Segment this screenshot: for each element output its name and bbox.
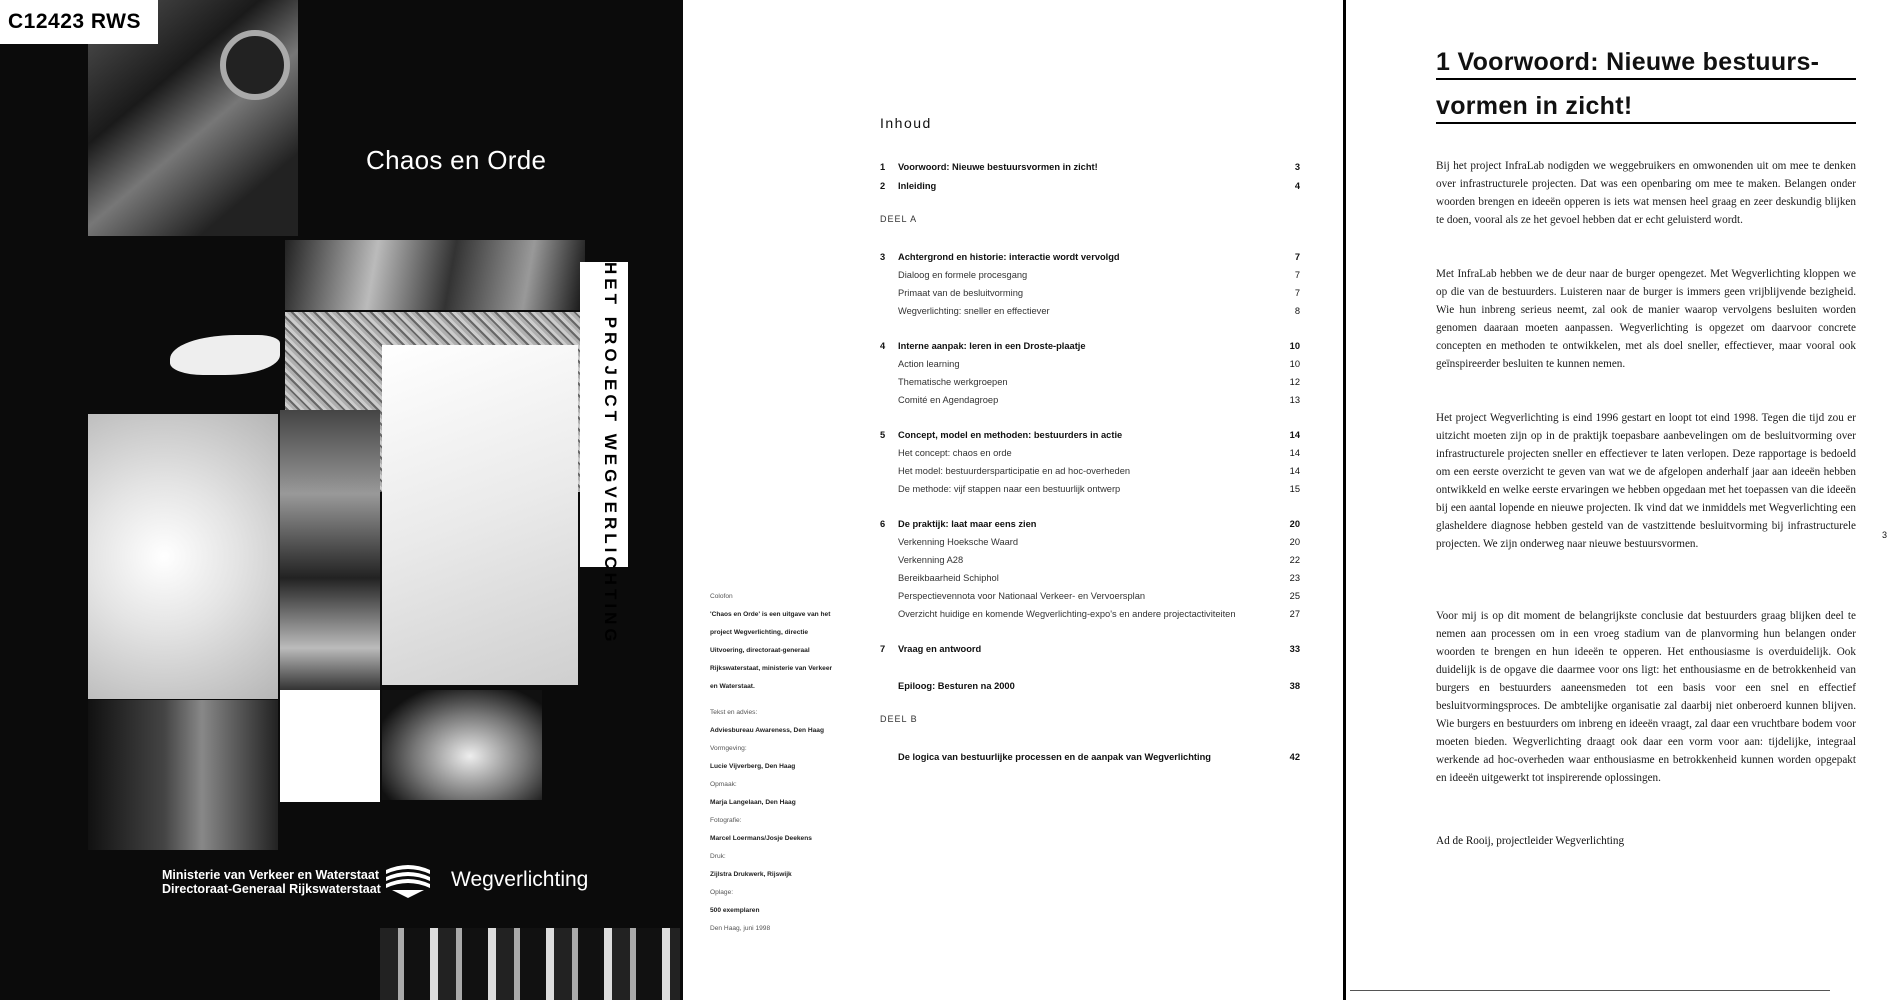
toc-row[interactable] [880, 250, 1300, 264]
toc-row[interactable] [880, 482, 1300, 496]
toc-chapter-number: 3 [880, 252, 886, 262]
toc-row[interactable] [880, 750, 1300, 764]
toc-chapter-number: 1 [880, 162, 886, 172]
cover-title: Chaos en Orde [366, 145, 547, 175]
foreword-paragraph: Het project Wegverlichting is eind 1996 gestart en loopt tot eind 1998. Tegen die tijd zou er uitzicht moeten zijn op in de praktijk toepasbare aanbevelingen om de besluitvorming over infrastructurele projecten sneller en effectiever te laten verlopen. Deze rapportage is bedoeld om een eerste overzicht te geven van wat we de afgelopen anderhalf jaar aan ideeën hebben ontwikkeld en welke eerste ervaringen we hebben opgedaan met het toepassen van die ideeën bij een aantal lopende en nieuwe projecten. Ik vind dat we inmiddels met Wegverlichting een glasheldere diagnose hebben gesteld van de vastzittende besluitvorming bij infrastructurele projecten. We zijn onderweg naar nieuwe bestuursvormen. [1436, 412, 1856, 550]
foreword-paragraph: Voor mij is op dit moment de belangrijkste conclusie dat bestuurders graag blijken deel te nemen aan processen om in een vroeg stadium van de planvorming hun belangen onder woorden te brengen en hun ideeën te opperen. Het enthousiasme is overduidelijk. Ook duidelijk is de opgave die daarmee voor ons ligt: het enthousiasme en de betrokkenheid van burgers en bestuurders aaneensmeden tot een basis voor een snel en effectief besluitvormingsproces. De ambtelijke organisatie zal daarbij niet onberoerd kunnen blijven. Wie burgers en bestuurders om inbreng en ideeën vraagt, zal daar een vruchtbare bodem voor moeten bieden. Wegverlichting draagt ook daar een vorm voor aan: tijdelijke, integraal werkende ad hoc-overheden waar enthousiasme en betrokkenheid kunnen worden opgepakt en ideeën uitgewerkt tot inspirerende oplossingen. [1436, 610, 1856, 784]
table-of-contents [880, 0, 1310, 1000]
foreword-heading-line-1: 1 Voorwoord: Nieuwe bestuurs- [1436, 48, 1820, 76]
cover-photo-road [285, 240, 585, 310]
colophon [710, 588, 860, 938]
toc-row[interactable] [880, 571, 1300, 585]
cover-photo-bottom [380, 928, 680, 1000]
toc-entry-label: De praktijk: laat maar eens zien [898, 519, 1037, 529]
toc-row[interactable] [880, 642, 1300, 656]
toc-page-number: 14 [1289, 448, 1300, 458]
colophon-layout-label: Opmaak: [710, 781, 737, 788]
colophon-print-value: Zijlstra Drukwerk, Rijswijk [710, 871, 792, 878]
toc-page-number: 7 [1294, 270, 1300, 280]
toc-page-number: 13 [1289, 395, 1300, 405]
toc-page-number: 8 [1294, 306, 1300, 316]
toc-chapter-number: 5 [880, 430, 886, 440]
toc-page-number: 15 [1289, 484, 1300, 494]
colophon-text-value: Adviesbureau Awareness, Den Haag [710, 727, 824, 734]
colophon-photo-value: Marcel Loermans/Josje Deekens [710, 835, 812, 842]
toc-row[interactable] [880, 428, 1300, 442]
toc-entry-label: Inleiding [898, 181, 937, 191]
page-gutter [1343, 0, 1346, 1000]
toc-entry-label: Bereikbaarheid Schiphol [898, 573, 999, 583]
toc-row[interactable] [880, 553, 1300, 567]
cover-photo-lower-left [88, 700, 278, 850]
ministry-line-1: Ministerie van Verkeer en Waterstaat [162, 868, 379, 882]
toc-entry-label: Dialoog en formele procesgang [898, 270, 1028, 280]
toc-row[interactable] [880, 286, 1300, 300]
toc-entry-label: Thematische werkgroepen [898, 377, 1008, 387]
toc-section-label: DEEL B [880, 714, 918, 724]
ministry-block [162, 868, 381, 896]
toc-entry-label: Wegverlichting: sneller en effectiever [898, 306, 1050, 316]
colophon-text-label: Tekst en advies: [710, 709, 758, 716]
page-number: 3 [1882, 530, 1888, 540]
toc-entry-label: De logica van bestuurlijke processen en de aanpak van Wegverlichting [898, 752, 1211, 762]
bottom-rule [1350, 990, 1830, 991]
toc-row[interactable] [880, 535, 1300, 549]
archive-stamp: C12423 RWS [0, 0, 158, 44]
toc-entry-label: Verkenning A28 [898, 555, 964, 565]
toc-page-number: 38 [1289, 681, 1300, 691]
toc-page-number: 14 [1289, 466, 1300, 476]
foreword-heading [1436, 40, 1856, 128]
toc-page-number: 10 [1289, 341, 1300, 351]
cover-photo-horse [382, 690, 542, 800]
cover-photo-white-panel [382, 345, 578, 685]
toc-chapter-number: 6 [880, 519, 886, 529]
toc-page-number: 14 [1289, 430, 1300, 440]
toc-page-number: 27 [1289, 609, 1300, 619]
foreword-page [1436, 0, 1856, 1000]
colophon-design-value: Lucie Vijverberg, Den Haag [710, 763, 796, 770]
cover-vertical-title [582, 262, 622, 646]
toc-row[interactable] [880, 607, 1300, 621]
toc-page-number: 42 [1289, 752, 1300, 762]
foreword-heading-line-2: vormen in zicht! [1436, 92, 1633, 120]
toc-row[interactable] [880, 357, 1300, 371]
colophon-photo-label: Fotografie: [710, 817, 742, 824]
cover-photo-grey-field [88, 414, 278, 699]
toc-page-number: 12 [1289, 377, 1300, 387]
toc-row[interactable] [880, 160, 1300, 174]
colophon-intro-line: Rijkswaterstaat, ministerie van Verkeer [710, 665, 833, 672]
toc-entry-label: Concept, model en methoden: bestuurders in actie [898, 430, 1123, 440]
toc-entry-label: Comité en Agendagroep [898, 395, 999, 405]
toc-entry-label: Perspectievennota voor Nationaal Verkeer- en Vervoersplan [898, 591, 1146, 601]
colophon-design-label: Vormgeving: [710, 745, 747, 752]
toc-entry-label: Overzicht huidige en komende Wegverlichting-expo's en andere projectactiviteiten [898, 609, 1236, 619]
foreword-paragraph: Bij het project InfraLab nodigden we weggebruikers en omwonenden uit om mee te denken over infrastructurele projecten. Dat was een openbaring om mee te maken. Belangen onder woorden brengen en ideeën opperen is iets wat mensen heel graag en zeer deskundig blijken te doen, vooral als ze het gevoel hebben dat er echt geluisterd wordt. [1436, 160, 1856, 226]
toc-chapter-number: 2 [880, 181, 886, 191]
colophon-intro-line: 'Chaos en Orde' is een uitgave van het [710, 611, 831, 618]
toc-row[interactable] [880, 679, 1300, 693]
toc-entry-label: Voorwoord: Nieuwe bestuursvormen in zicht! [898, 162, 1098, 172]
toc-row[interactable] [880, 517, 1300, 531]
toc-page-number: 7 [1294, 252, 1300, 262]
toc-entry-label: Het model: bestuurdersparticipatie en ad hoc-overheden [898, 466, 1131, 476]
colophon-run-value: 500 exemplaren [710, 907, 760, 914]
toc-entry-label: Action learning [898, 359, 960, 369]
ministry-line-2: Directoraat-Generaal Rijkswaterstaat [162, 882, 381, 896]
toc-page-number: 22 [1289, 555, 1300, 565]
toc-page-number: 4 [1294, 181, 1300, 191]
toc-section-label: DEEL A [880, 214, 918, 224]
toc-page-number: 23 [1289, 573, 1300, 583]
toc-row[interactable] [880, 375, 1300, 389]
toc-entry-label: Primaat van de besluitvorming [898, 288, 1024, 298]
toc-row[interactable] [880, 339, 1300, 353]
colophon-layout-value: Marja Langelaan, Den Haag [710, 799, 796, 806]
toc-page-number: 33 [1289, 644, 1300, 654]
foreword-signature: Ad de Rooij, projectleider Wegverlichting [1436, 835, 1625, 847]
colophon-date: Den Haag, juni 1998 [710, 925, 771, 932]
cover-brand: Wegverlichting [451, 868, 589, 891]
toc-page-number: 20 [1289, 519, 1300, 529]
cover-photo-center [280, 410, 380, 690]
toc-chapter-number: 4 [880, 341, 886, 351]
toc-row[interactable] [880, 393, 1300, 407]
colophon-intro-line: Uitvoering, directoraat-generaal [710, 647, 810, 654]
toc-title: Inhoud [880, 115, 932, 131]
colophon-intro-line: project Wegverlichting, directie [710, 629, 809, 636]
toc-entry-label: Epiloog: Besturen na 2000 [898, 681, 1015, 691]
cover-vertical-title-text: HET PROJECT WEGVERLICHTING [601, 262, 620, 646]
cover-photo-shape [170, 335, 280, 375]
toc-row[interactable] [880, 268, 1300, 282]
cover-photo-white-square [280, 690, 380, 802]
colophon-print-label: Druk: [710, 853, 726, 860]
toc-page-number: 25 [1289, 591, 1300, 601]
toc-chapter-number: 7 [880, 644, 886, 654]
heading-rule [1436, 122, 1856, 124]
heading-rule [1436, 78, 1856, 80]
foreword-paragraph: Met InfraLab hebben we de deur naar de burger opengezet. Met Wegverlichting kloppen we op die van de bestuurders. Luisteren naar de burger is immers geen vrijblijvende bezigheid. Wie hun inbreng serieus neemt, zal ook de manier waarop vervolgens besluiten worden genomen daaraan moeten aanpassen. Wegverlichting is opgezet om daarvoor concrete concepten en methoden te ontwikkelen, met als doel sneller, effectiever, maar vooral ook geïnspireerder besluiten te kunnen nemen. [1436, 268, 1856, 370]
toc-row[interactable] [880, 304, 1300, 318]
toc-page-number: 7 [1294, 288, 1300, 298]
toc-row[interactable] [880, 464, 1300, 478]
wegverlichting-logo-icon [384, 860, 432, 898]
toc-entry-label: Interne aanpak: leren in een Droste-plaatje [898, 341, 1086, 351]
toc-entry-label: Verkenning Hoeksche Waard [898, 537, 1019, 547]
toc-row[interactable] [880, 589, 1300, 603]
toc-page-number: 10 [1289, 359, 1300, 369]
toc-row[interactable] [880, 179, 1300, 193]
cover-page [0, 0, 683, 1000]
colophon-run-label: Oplage: [710, 889, 734, 896]
toc-page-number: 3 [1294, 162, 1300, 172]
toc-entry-label: De methode: vijf stappen naar een bestuurlijk ontwerp [898, 484, 1121, 494]
toc-entry-label: Achtergrond en historie: interactie wordt vervolgd [898, 252, 1120, 262]
toc-entry-label: Vraag en antwoord [898, 644, 982, 654]
colophon-heading: Colofon [710, 593, 733, 600]
toc-page-number: 20 [1289, 537, 1300, 547]
colophon-intro-line: en Waterstaat. [710, 683, 755, 690]
toc-entry-label: Het concept: chaos en orde [898, 448, 1012, 458]
cover-photo-wheel [220, 30, 290, 100]
toc-row[interactable] [880, 446, 1300, 460]
